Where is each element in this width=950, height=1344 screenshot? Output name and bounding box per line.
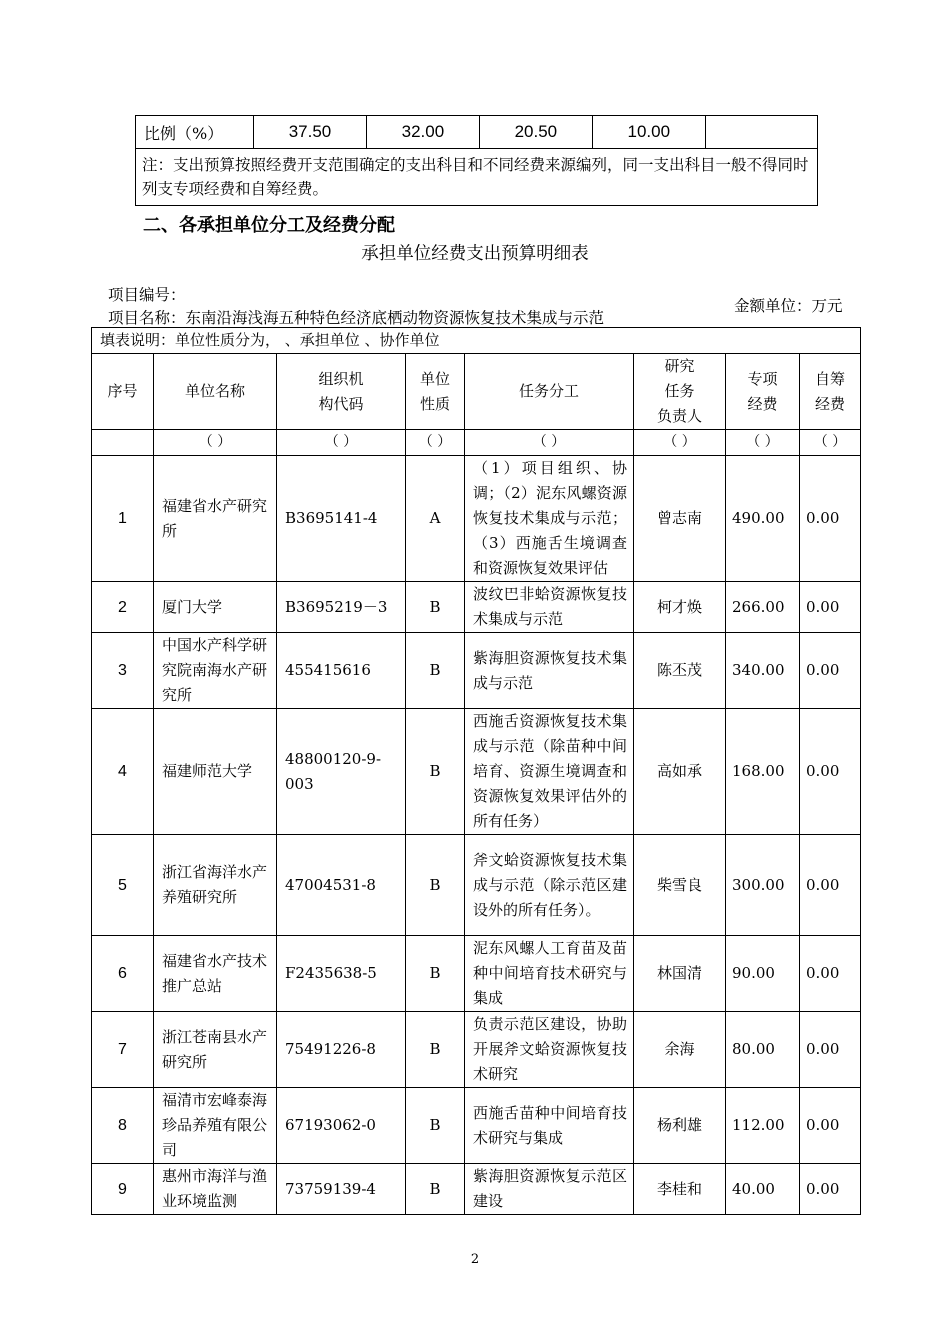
row-unit-name: 中国水产科学研究院南海水产研究所 — [154, 633, 277, 709]
header-subrow — [92, 430, 861, 456]
ratio-value: 32.00 — [366, 116, 479, 149]
row-self-fund: 0.00 — [800, 835, 861, 936]
header-sub-empty — [92, 430, 154, 456]
row-seq: 5 — [92, 835, 154, 936]
row-self-fund: 0.00 — [800, 1088, 861, 1164]
row-task: 波纹巴非蛤资源恢复技术集成与示范 — [465, 582, 634, 633]
header-lead-line1: 研究 — [664, 357, 695, 375]
row-seq: 4 — [92, 709, 154, 835]
row-special-fund: 168.00 — [726, 709, 800, 835]
row-unit-nature: A — [406, 456, 465, 582]
row-special-fund: 40.00 — [726, 1164, 800, 1215]
row-unit-name: 福建师范大学 — [154, 709, 277, 835]
project-name: 项目名称：东南沿海浅海五种特色经济底栖动物资源恢复技术集成与示范 — [108, 309, 605, 327]
table-row — [92, 1164, 861, 1215]
table-title: 承担单位经费支出预算明细表 — [361, 244, 589, 264]
ratio-label: 比例（%） — [136, 116, 254, 149]
header-org-code-line2: 构代码 — [318, 394, 364, 413]
header-special-fund-line1: 专项 — [747, 369, 778, 388]
project-number-label: 项目编号： — [108, 286, 186, 304]
row-task: 西施舌苗种中间培育技术研究与集成 — [465, 1088, 634, 1164]
ratio-value: 37.50 — [254, 116, 367, 149]
row-special-fund: 490.00 — [726, 456, 800, 582]
row-self-fund: 0.00 — [800, 456, 861, 582]
header-row — [92, 354, 861, 430]
row-unit-nature: B — [406, 633, 465, 709]
row-unit-name: 惠州市海洋与渔业环境监测 — [154, 1164, 277, 1215]
row-unit-name: 浙江苍南县水产研究所 — [154, 1012, 277, 1088]
fill-note: 填表说明：单位性质分为， 、承担单位 、协作单位 — [92, 328, 861, 354]
header-sub: （ ） — [406, 430, 465, 456]
header-sub: （ ） — [800, 430, 861, 456]
row-unit-nature: B — [406, 1012, 465, 1088]
table-row — [92, 633, 861, 709]
header-seq: 序号 — [92, 354, 154, 430]
row-task: 紫海胆资源恢复示范区建设 — [465, 1164, 634, 1215]
header-sub: （ ） — [277, 430, 406, 456]
row-task: 负责示范区建设，协助开展斧文蛤资源恢复技术研究 — [465, 1012, 634, 1088]
row-special-fund: 340.00 — [726, 633, 800, 709]
header-special-fund — [726, 354, 800, 430]
section-heading: 二、各承担单位分工及经费分配 — [143, 215, 395, 236]
row-lead: 林国清 — [634, 936, 726, 1012]
header-lead — [634, 354, 726, 430]
amount-unit: 金额单位：万元 — [734, 297, 843, 315]
ratio-note-row — [136, 149, 818, 206]
header-sub: （ ） — [154, 430, 277, 456]
row-seq: 9 — [92, 1164, 154, 1215]
header-lead-line3: 负责人 — [656, 407, 702, 425]
row-org-code: 48800120-9-003 — [277, 709, 406, 835]
header-unit-nature-line2: 性质 — [419, 394, 450, 413]
row-seq: 1 — [92, 456, 154, 582]
header-task: 任务分工 — [465, 354, 634, 430]
row-unit-name: 福建省水产技术推广总站 — [154, 936, 277, 1012]
row-unit-nature: B — [406, 1164, 465, 1215]
row-org-code: B3695141-4 — [277, 456, 406, 582]
table-row — [92, 1012, 861, 1088]
header-unit-nature — [406, 354, 465, 430]
row-special-fund: 112.00 — [726, 1088, 800, 1164]
row-unit-name: 厦门大学 — [154, 582, 277, 633]
row-seq: 8 — [92, 1088, 154, 1164]
row-task: 紫海胆资源恢复技术集成与示范 — [465, 633, 634, 709]
table-row — [92, 1088, 861, 1164]
row-special-fund: 80.00 — [726, 1012, 800, 1088]
row-lead: 李桂和 — [634, 1164, 726, 1215]
row-org-code: 455415616 — [277, 633, 406, 709]
row-self-fund: 0.00 — [800, 633, 861, 709]
row-unit-nature: B — [406, 709, 465, 835]
row-special-fund: 300.00 — [726, 835, 800, 936]
row-unit-name: 福清市宏峰泰海珍品养殖有限公司 — [154, 1088, 277, 1164]
header-sub: （ ） — [726, 430, 800, 456]
page-number: 2 — [470, 1252, 480, 1267]
header-org-code-line1: 组织机 — [318, 369, 364, 388]
row-lead: 柯才焕 — [634, 582, 726, 633]
row-org-code: 67193062-0 — [277, 1088, 406, 1164]
row-self-fund: 0.00 — [800, 582, 861, 633]
row-seq: 3 — [92, 633, 154, 709]
row-self-fund: 0.00 — [800, 1012, 861, 1088]
row-lead: 陈丕茂 — [634, 633, 726, 709]
row-special-fund: 90.00 — [726, 936, 800, 1012]
row-unit-nature: B — [406, 936, 465, 1012]
row-seq: 7 — [92, 1012, 154, 1088]
fill-note-row — [92, 328, 861, 354]
row-self-fund: 0.00 — [800, 709, 861, 835]
budget-note: 注：支出预算按照经费开支范围确定的支出科目和不同经费来源编列，同一支出科目一般不得同时列支专项经费和自筹经费。 — [136, 149, 818, 206]
table-row — [92, 456, 861, 582]
row-task: （1）项目组织、协调；（2）泥东风螺资源恢复技术集成与示范；（3）西施舌生境调查和资源恢复效果评估 — [465, 456, 634, 582]
header-sub: （ ） — [465, 430, 634, 456]
row-lead: 杨利雄 — [634, 1088, 726, 1164]
row-org-code: 47004531-8 — [277, 835, 406, 936]
row-lead: 柴雪良 — [634, 835, 726, 936]
row-lead: 曾志南 — [634, 456, 726, 582]
row-task: 斧文蛤资源恢复技术集成与示范（除示范区建设外的所有任务）。 — [465, 835, 634, 936]
row-lead: 余海 — [634, 1012, 726, 1088]
ratio-table — [135, 115, 818, 206]
ratio-value: 20.50 — [479, 116, 592, 149]
row-seq: 2 — [92, 582, 154, 633]
row-org-code: F2435638-5 — [277, 936, 406, 1012]
header-sub: （ ） — [634, 430, 726, 456]
table-row — [92, 709, 861, 835]
header-unit-name: 单位名称 — [154, 354, 277, 430]
header-self-fund — [800, 354, 861, 430]
row-self-fund: 0.00 — [800, 936, 861, 1012]
row-unit-name: 浙江省海洋水产养殖研究所 — [154, 835, 277, 936]
table-row — [92, 582, 861, 633]
row-unit-nature: B — [406, 1088, 465, 1164]
table-row — [92, 835, 861, 936]
ratio-value: 10.00 — [592, 116, 705, 149]
budget-detail-table — [91, 327, 861, 1215]
header-self-fund-line1: 自筹 — [815, 369, 846, 388]
header-self-fund-line2: 经费 — [815, 394, 846, 413]
row-seq: 6 — [92, 936, 154, 1012]
row-lead: 高如承 — [634, 709, 726, 835]
row-unit-nature: B — [406, 582, 465, 633]
row-org-code: 75491226-8 — [277, 1012, 406, 1088]
ratio-row — [136, 116, 818, 149]
ratio-value — [705, 116, 817, 149]
row-org-code: B3695219－3 — [277, 582, 406, 633]
header-org-code — [277, 354, 406, 430]
row-special-fund: 266.00 — [726, 582, 800, 633]
row-unit-name: 福建省水产研究所 — [154, 456, 277, 582]
row-self-fund: 0.00 — [800, 1164, 861, 1215]
row-task: 西施舌资源恢复技术集成与示范（除苗种中间培育、资源生境调查和资源恢复效果评估外的所有任务） — [465, 709, 634, 835]
row-task: 泥东风螺人工育苗及苗种中间培育技术研究与集成 — [465, 936, 634, 1012]
row-unit-nature: B — [406, 835, 465, 936]
table-row — [92, 936, 861, 1012]
header-lead-line2: 任务 — [664, 382, 695, 400]
header-unit-nature-line1: 单位 — [419, 369, 450, 388]
row-org-code: 73759139-4 — [277, 1164, 406, 1215]
header-special-fund-line2: 经费 — [747, 394, 778, 413]
